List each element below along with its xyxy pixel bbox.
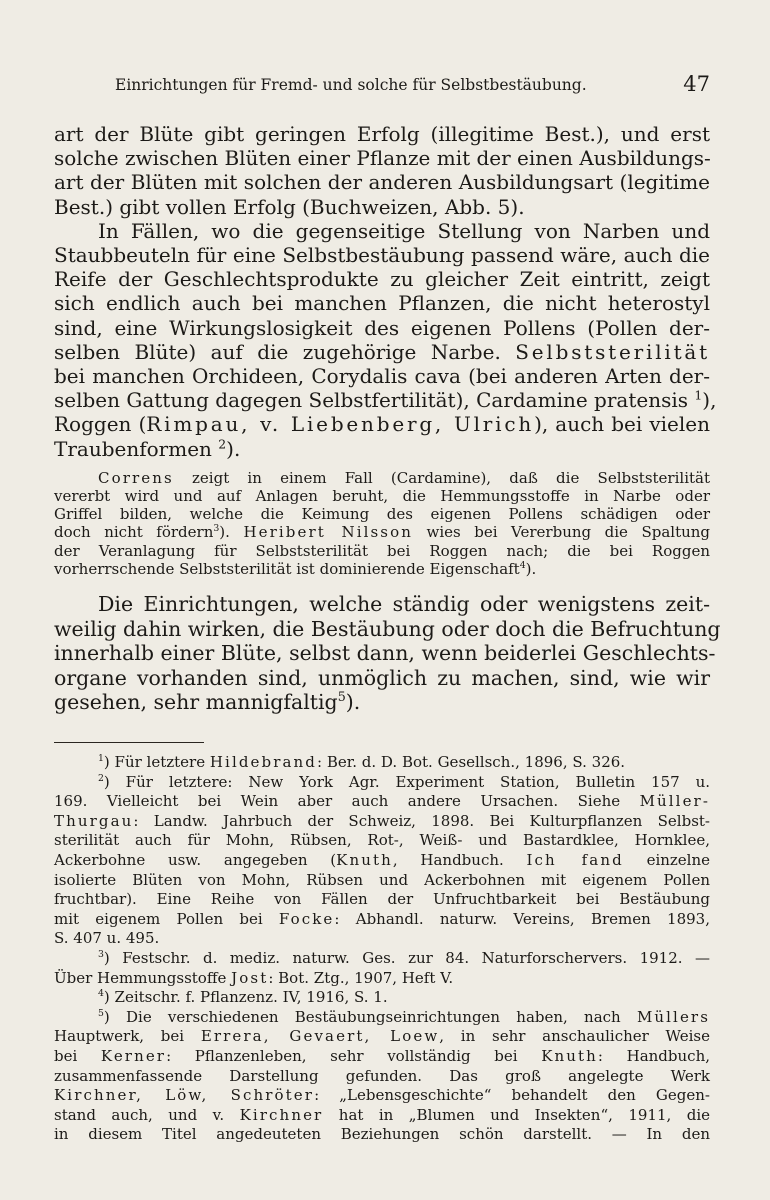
text-line [54,1027,710,1047]
text-line [54,1047,710,1067]
text-line [54,851,710,871]
paragraph-3 [54,592,721,715]
footnote-2 [54,773,710,793]
text-fragment: vorherrschende Selbststerilität ist dominierende Eigenschaft [54,559,520,578]
text-line: Best.) gibt vollen Erfolg (Buchweizen, Abb. 5). [54,194,525,219]
text-fragment: : Handbuch, [597,1046,710,1065]
text-fragment: ) Zeitschr. f. Pflanzenz. IV, 1916, S. 1. [103,988,388,1007]
text-line: vererbt wird und auf Anlagen beruht, die Hemmungsstoffe in Narbe oder [54,487,710,506]
text-fragment: : Abhandl. naturw. Vereins, Bremen 1893, [334,909,710,928]
text-fragment: : Landw. Jahrbuch der Schweiz, 1898. Bei Kulturpflanzen Selbst- [133,811,710,830]
text-line [54,560,710,578]
text-line [54,469,710,487]
author-name: Focke [278,909,335,928]
text-fragment: : Bot. Ztg., 1907, Heft V. [268,968,454,987]
text-fragment: ). [525,559,537,578]
footnote-3 [54,949,710,969]
text-fragment: ) Für letztere: New York Agr. Experiment Station, Bulletin 157 u. [103,772,710,791]
running-header-title: Einrichtungen für Fremd- und solche für Selbstbestäubung. [115,76,587,94]
text-fragment: gesehen, sehr mannigfaltig [54,690,338,715]
text-line: fruchtbar). Eine Reihe von Fällen der Unfruchtbarkeit bei Bestäubung [54,890,710,909]
author-name: Kerner [100,1046,167,1065]
text-line: Griffel bilden, welche die Keimung des eigenen Pollens schädigen oder [54,505,710,524]
text-fragment: hat in „Blumen und Insekten“, 1911, die [323,1105,711,1124]
text-fragment: ). [345,690,361,715]
text-line: art der Blüte gibt geringen Erfolg (illegitime Best.), und erst [54,122,710,146]
text-fragment: ) Festschr. d. mediz. naturw. Ges. zur 84. Naturforschervers. 1912. — [103,948,710,967]
text-fragment: : Pflanzenleben, sehr vollständig bei [166,1046,542,1065]
text-line [54,969,710,989]
text-line: in diesem Titel angedeuteten Beziehungen schön darstellt. — In den [54,1125,710,1144]
spaced-term: Selbststerilität [515,339,710,364]
text-fragment: : Ber. d. D. Bot. Gesellsch., 1896, S. 326. [317,753,626,771]
text-fragment: , in sehr anschaulicher Weise [439,1027,711,1046]
author-name: Müllers [636,1007,710,1026]
author-name: Jost [231,968,269,987]
author-name: Müller- [639,792,710,811]
text-line [54,1086,710,1106]
text-line [54,690,710,715]
text-fragment: Roggen ( [54,412,147,437]
footnote-5 [54,1008,710,1028]
footnote-mark: 5 [98,1007,104,1019]
text-fragment: Traubenformen [54,436,212,461]
text-fragment: ). [226,436,241,461]
author-names: Kirchner, Löw, Schröter [54,1086,315,1105]
text-line [54,792,710,812]
footnote-ref: 2 [218,435,227,451]
text-line: zusammenfassende Darstellung gefunden. Das groß angelegte Werk [54,1066,710,1085]
footnote-mark: 2 [98,772,104,784]
text-line: sich endlich auch bei manchen Pflanzen, die nicht heterostyl [54,291,710,316]
footnote-mark: 4 [98,988,104,1000]
text-fragment: doch nicht fördern [54,523,214,542]
text-line: selben Gattung dagegen Selbstfertilität), Cardamine pratensis $^1$), [54,387,717,413]
text-fragment: Ackerbohne usw. angegeben ( [54,850,337,869]
text-line: bei manchen Orchideen, Corydalis cava (bei anderen Arten der- [54,364,710,389]
footnote-ref: 3 [213,523,220,535]
text-line: der Veranlagung für Selbststerilität bei Roggen nach; die bei Roggen [54,541,710,560]
author-names: Errera, Gevaert, Loew [200,1027,440,1046]
footnote-ref: 5 [337,689,346,705]
page-number: 47 [683,72,710,96]
text-line: sterilität auch für Mohn, Rübsen, Rot-, Weiß- und Bastardklee, Hornklee, [54,831,710,850]
author-name: Kirchner [239,1105,324,1124]
text-fragment: 169. Vielleicht bei Wein aber auch andere Ursachen. Siehe [54,792,640,811]
author-names: Rimpau, v. Liebenberg, Ulrich [146,412,535,437]
author-name: Knuth [336,850,393,869]
text-line [54,1106,710,1126]
text-fragment: ) Für letztere [103,753,210,771]
text-fragment: : „Lebensgeschichte“ behandelt den Gegen- [314,1086,710,1105]
footnotes [54,753,710,1145]
text-line: sind, eine Wirkungslosigkeit des eigenen Pollens (Pollen der- [54,315,710,340]
text-line [54,523,710,541]
paragraph-2 [54,218,717,461]
footnote-1 [54,753,710,773]
text-fragment: wies bei Vererbung die Spaltung [412,523,711,542]
author-name: Hildebrand [209,753,318,771]
text-fragment: ), auch bei vielen [534,412,710,437]
text-line [54,340,710,364]
text-line: solche zwischen Blüten einer Pflanze mit der einen Ausbildungs- [54,146,711,171]
text-fragment: ) Die verschiedenen Bestäubungseinrichtungen haben, nach [103,1007,637,1026]
text-line [54,812,710,832]
text-fragment: mit eigenem Pollen bei [54,909,279,928]
running-header [115,72,710,102]
text-line: Staubbeuteln für eine Selbstbestäubung passend wäre, auch die [54,243,710,268]
author-name: Heribert Nilsson [243,523,413,542]
text-line [54,412,710,436]
text-line: In Fällen, wo die gegenseitige Stellung von Narben und [98,218,710,243]
author-name: Thurgau [54,811,134,830]
author-name: Correns [98,468,174,487]
footnote-mark: 3 [98,948,104,960]
spaced-phrase: Ich fand [526,850,624,869]
author-name: Knuth [541,1046,598,1065]
footnote-4 [54,988,710,1008]
text-fragment: selben Gattung dagegen Selbstfertilität), Cardamine pratensis [54,388,689,413]
text-fragment: Hauptwerk, bei [54,1027,201,1046]
text-line [54,437,710,461]
text-line: isolierte Blüten von Mohn, Rübsen und Ackerbohnen mit eigenem Pollen [54,870,710,889]
paragraph-1 [54,122,710,219]
text-fragment: Über Hemmungsstoffe [54,968,232,987]
text-fragment: ). [219,523,244,542]
footnote-divider [54,742,204,743]
text-line: art der Blüten mit solchen der anderen Ausbildungsart (legitime [54,170,710,195]
text-line: innerhalb einer Blüte, selbst dann, wenn beiderlei Geschlechts- [54,641,716,666]
main-text [54,122,721,715]
text-line: organe vorhanden sind, unmöglich zu machen, sind, wie wir [54,665,710,690]
footnote-ref: 1 [694,387,703,403]
footnote-mark: 1 [98,753,104,764]
text-line: weilig dahin wirken, die Bestäubung oder doch die Befruchtung [54,616,721,641]
text-fragment: stand auch, und v. [54,1105,240,1124]
text-line: S. 407 u. 495. [54,929,160,948]
footnote-ref: 4 [519,559,526,571]
text-line [54,910,710,930]
text-fragment: einzelne [623,850,711,869]
text-line: Reife der Geschlechtsprodukte zu gleicher Zeit eintritt, zeigt [54,267,710,292]
text-fragment: zeigt in einem Fall (Cardamine), daß die Selbststerilität [192,468,710,487]
text-fragment: bei [54,1046,101,1065]
text-fragment: selben Blüte) auf die zugehörige Narbe. [54,339,501,364]
small-print-note [54,469,710,578]
text-line: Die Einrichtungen, welche ständig oder wenigstens zeit- [98,592,710,617]
text-fragment: , Handbuch. [392,850,527,869]
